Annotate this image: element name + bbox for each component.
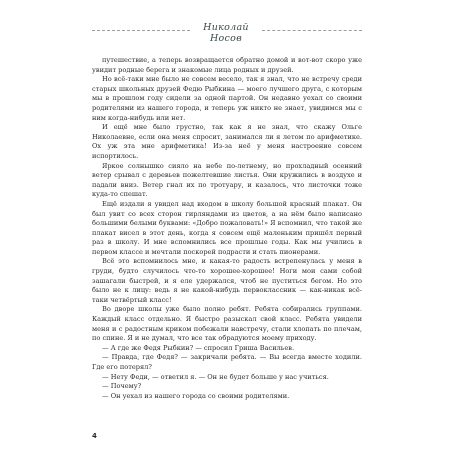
paragraph: И ещё мне было грустно, так как я не знал, что скажу Ольге Николаевне, если она меня спросит, занимался ли я летом по арифметике. Ох уж эта мне арифметика! Из-за неё у меня настроение совсем испортилось. [92, 123, 362, 160]
dialogue-line: — Нету Феди, — ответил я. — Он не будет больше у нас учиться. [102, 372, 329, 381]
header-author: Николай Носов [203, 22, 249, 44]
header-rule-right [262, 30, 362, 31]
running-header [0, 22, 450, 44]
dialogue-line: — Почему? [102, 382, 142, 391]
paragraph: путешествие, а теперь возвращается обратно домой и вот-вот скоро уже увидит родные берега и знакомые лица родных и друзей. [92, 56, 362, 74]
paragraph: Всё это вспомнилось мне, и какая-то радость встрепенулась у меня в груди, будто случилось что-то хорошее-хорошее! Ноги мои сами собой зашагали быстрей, и я еле удержался, чтоб не пуститься бегом. Но это было не к лицу: ведь я не какой-нибудь первоклассник — как-никак всё-таки четвёртый класс! [92, 257, 362, 304]
paragraph: Ещё издали я увидел над входом в школу большой красный плакат. Он был увит со всех сторон гирляндами из цветов, а на нём было написано большими белыми буквами: «Добро пожаловать!» Я вспомнил, что такой же плакат висел в этот день, когда я совсем ещё маленьким пришёл первый раз в школу. И мне вспомнились все прошлые годы. Как мы учились в первом классе и мечтали поскорей подрасти и стать пионерами. [92, 199, 362, 256]
dialogue-line: — А где же Федя Рыбкин? — спросил Гриша Васильев. [102, 343, 295, 352]
paragraph: Яркое солнышко сияло на небе по-летнему, но прохладный осенний ветер срывал с деревьев пожелтевшие листья. Они кружились в воздухе и падали вниз. Ветер гнал их по тротуару, и казалось, что листочки тоже куда-то спешат. [92, 161, 362, 199]
dialogue-line: — Правда, где Федя? — закричали ребята. — Вы всегда вместе ходили. Где его потерял? [92, 353, 362, 371]
body-text [92, 56, 362, 401]
paragraph: Но всё-таки мне было не совсем весело, так я знал, что не встречу среди старых школьных друзей Федю Рыбкина — моего лучшего друга, с которым мы в прошлом году сидели за одной партой. Он недавно уехал со своими родителями из нашего города, и теперь уж никто не знает, увидимся мы с ним когда-нибудь или нет. [92, 75, 362, 122]
paragraph: Во дворе школы уже было полно ребят. Ребята собирались группами. Каждый класс отдельно. Я быстро разыскал свой класс. Ребята увидели меня и с радостным криком побежали навстречу, стали хлопать по плечам, по спине. Я и не думал, что все так обрадуются моему приходу. [92, 305, 362, 343]
header-rule-left [92, 30, 190, 31]
dialogue-line: — Он уехал из нашего города со своими родителями. [102, 391, 290, 400]
page-number: 4 [92, 432, 97, 440]
